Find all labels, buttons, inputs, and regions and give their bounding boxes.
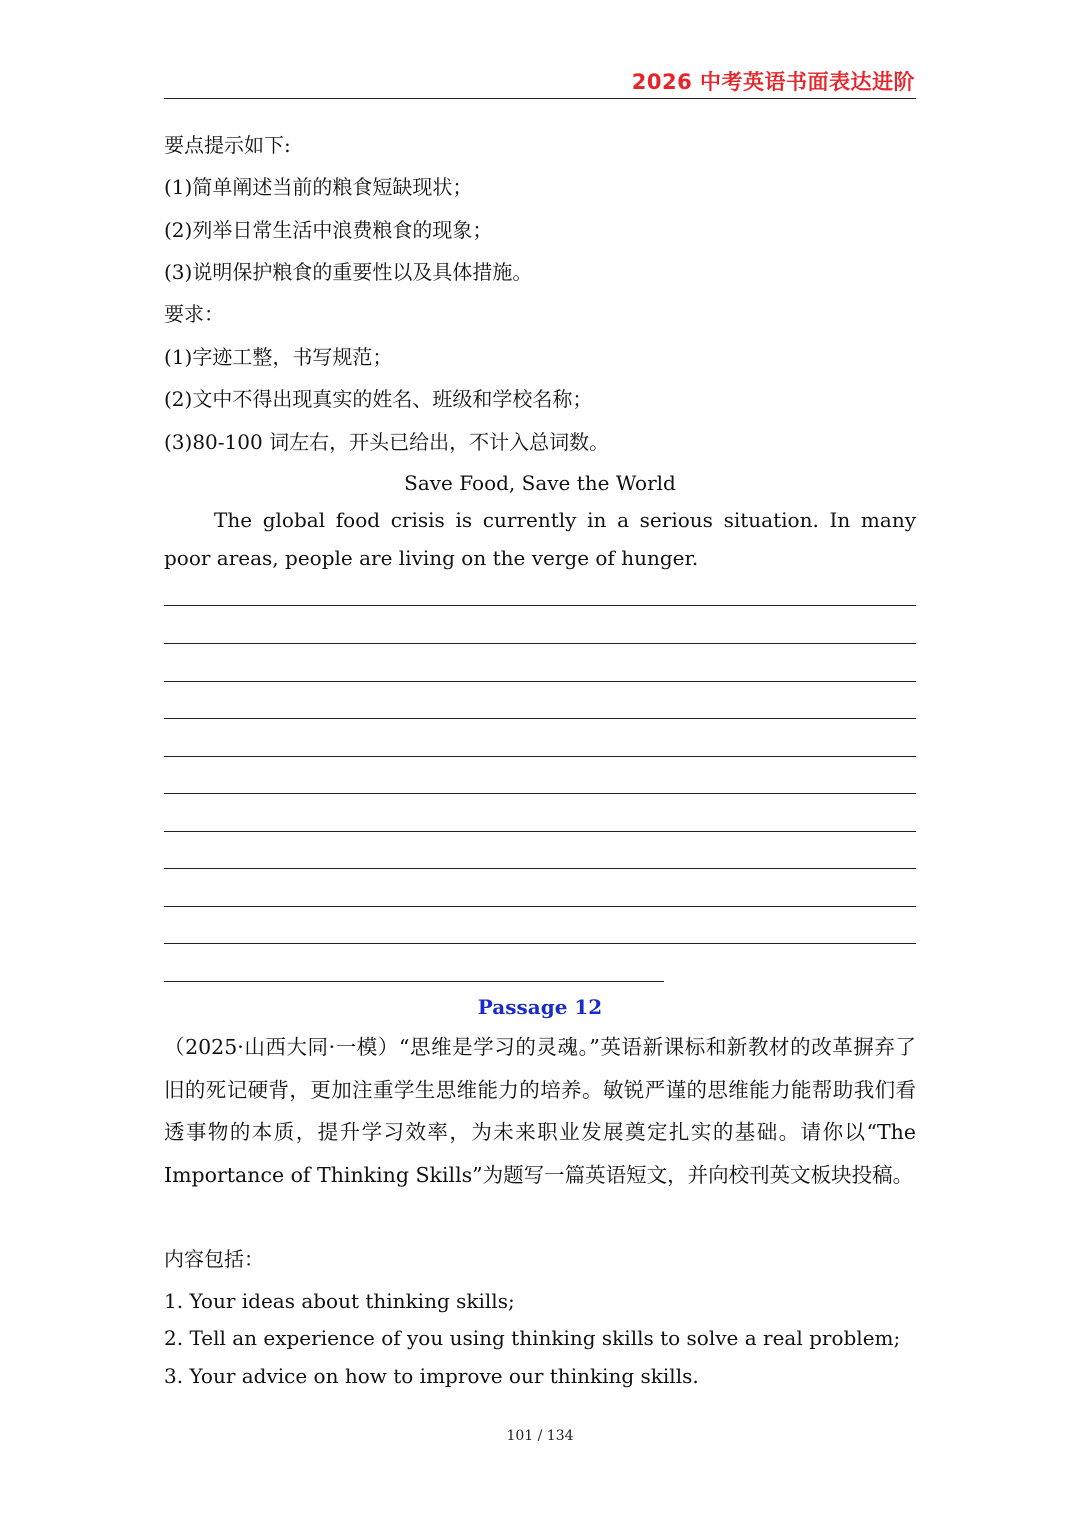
- content-item: 2. Tell an experience of you using thinking skills to solve a real problem;: [164, 1326, 901, 1350]
- writing-line[interactable]: [164, 793, 916, 794]
- header-rule: [164, 98, 916, 99]
- writing-line[interactable]: [164, 756, 916, 757]
- writing-line[interactable]: [164, 868, 916, 869]
- content-item: 1. Your ideas about thinking skills;: [164, 1289, 515, 1313]
- content-label: 内容包括：: [164, 1247, 264, 1271]
- points-label: 要点提示如下:: [164, 133, 291, 157]
- writing-line[interactable]: [164, 643, 916, 644]
- requirement-item: (1)字迹工整，书写规范；: [164, 345, 393, 369]
- requirement-item: (3)80-100 词左右，开头已给出，不计入总词数。: [164, 430, 610, 454]
- point-item: (3)说明保护粮食的重要性以及具体措施。: [164, 260, 533, 284]
- requirements-label: 要求：: [164, 302, 224, 326]
- writing-line[interactable]: [164, 981, 664, 982]
- passage-prompt: （2025·山西大同·一模）“思维是学习的灵魂。”英语新课标和新教材的改革摒弃了旧的死记硬背，更加注重学生思维能力的培养。敏锐严谨的思维能力能帮助我们看透事物的本质，提升学习效率，为未来职业发展奠定扎实的基础。请你以“The Importance of Thinking Skills”为题写一篇英语短文，并向校刊英文板块投稿。: [164, 1035, 916, 1187]
- writing-line[interactable]: [164, 943, 916, 944]
- essay-title: Save Food, Save the World: [404, 471, 676, 495]
- content-item: 3. Your advice on how to improve our thinking skills.: [164, 1364, 699, 1388]
- point-item: (1)简单阐述当前的粮食短缺现状；: [164, 175, 473, 199]
- header-title: 2026 中考英语书面表达进阶: [631, 70, 915, 94]
- passage-title: Passage 12: [477, 995, 603, 1019]
- requirement-item: (2)文中不得出现真实的姓名、班级和学校名称；: [164, 387, 593, 411]
- writing-line[interactable]: [164, 831, 916, 832]
- point-item: (2)列举日常生活中浪费粮食的现象；: [164, 218, 493, 242]
- writing-line[interactable]: [164, 605, 916, 606]
- page-number: 101 / 134: [506, 1428, 574, 1444]
- writing-line[interactable]: [164, 906, 916, 907]
- essay-opening: The global food crisis is currently in a serious situation. In many poor areas, people are living on the verge of hunger.: [164, 508, 916, 570]
- writing-line[interactable]: [164, 681, 916, 682]
- writing-line[interactable]: [164, 718, 916, 719]
